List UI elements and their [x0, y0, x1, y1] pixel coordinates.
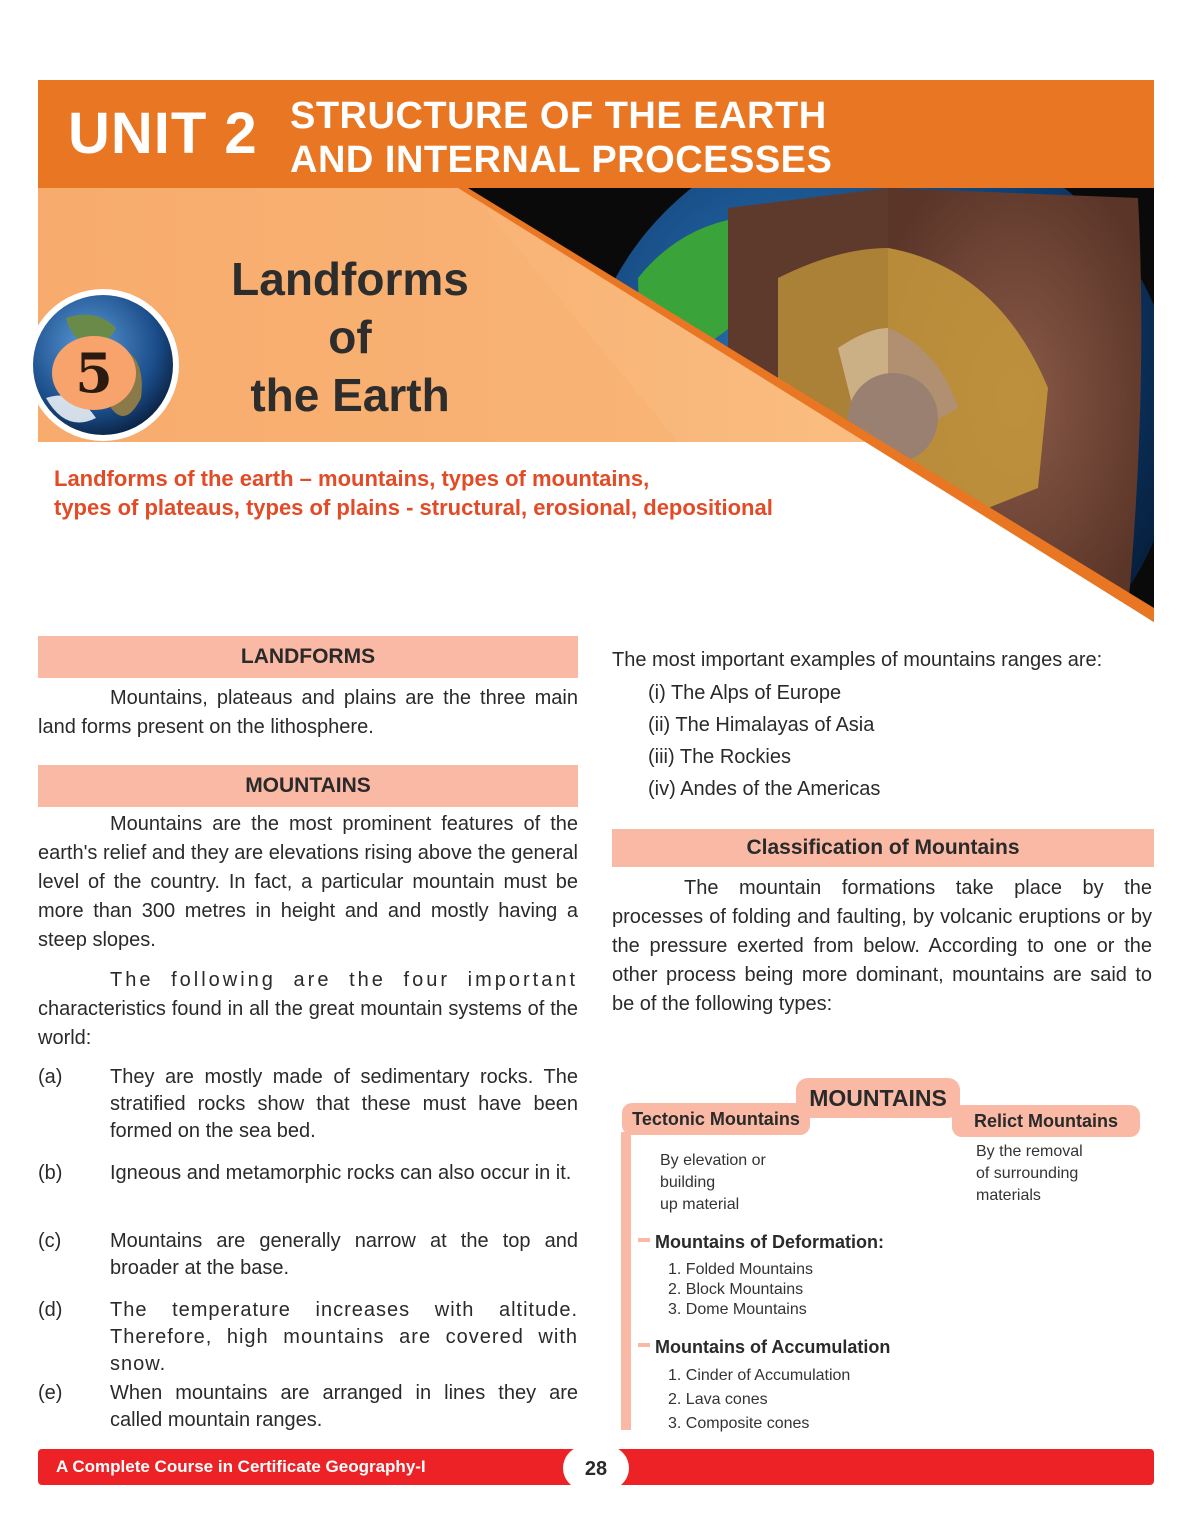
list-text: Mountains are generally narrow at the top and broader at the base. — [110, 1230, 578, 1279]
mountains-heading: MOUNTAINS — [38, 765, 578, 807]
diagram-connector — [621, 1132, 631, 1430]
desc-line: of surrounding — [976, 1165, 1079, 1182]
tectonic-description — [660, 1150, 766, 1216]
accumulation-list — [668, 1364, 850, 1436]
desc-line: up material — [660, 1196, 740, 1213]
example-item: (iii) The Rockies — [648, 746, 791, 768]
desc-line: By elevation or — [660, 1152, 766, 1169]
chapter-topics — [54, 464, 874, 522]
list-text: They are mostly made of sedimentary rocks. The stratified rocks show that these must have been formed on the sea bed. — [110, 1066, 578, 1142]
chapter-title-line2: of — [328, 311, 372, 363]
list-label: (c) — [38, 1230, 62, 1252]
characteristics-intro — [38, 966, 578, 1053]
list-item: 2. Lava cones — [668, 1391, 768, 1408]
chapter-title-line3: the Earth — [250, 369, 450, 421]
diagram-title: MOUNTAINS — [796, 1078, 960, 1118]
tectonic-mountains-box: Tectonic Mountains — [622, 1103, 810, 1135]
topics-line2: types of plateaus, types of plains - structural, erosional, depositional — [54, 495, 773, 520]
deformation-heading: Mountains of Deformation: — [655, 1232, 884, 1252]
classification-heading: Classification of Mountains — [612, 829, 1154, 867]
topics-line1: Landforms of the earth – mountains, types of mountains, — [54, 466, 650, 491]
list-text: Igneous and metamorphic rocks can also occur in it. — [110, 1162, 572, 1184]
list-item: 3. Composite cones — [668, 1415, 810, 1432]
list-item — [38, 1228, 578, 1288]
list-item: 2. Block Mountains — [668, 1281, 804, 1298]
landforms-paragraph: Mountains, plateaus and plains are the three main land forms present on the lithosphere. — [38, 687, 578, 738]
page-number: 28 — [563, 1446, 629, 1490]
unit-label: UNIT 2 — [68, 101, 258, 166]
relict-mountains-box: Relict Mountains — [952, 1105, 1140, 1137]
list-item — [38, 1160, 578, 1220]
mountains-paragraph: Mountains are the most prominent features of the earth's relief and they are elevations rising above the general level of the country. In fact, a particular mountain must be more than 300 metres in height and and mostly having a steep slopes. — [38, 813, 578, 951]
deformation-list — [668, 1260, 813, 1320]
list-text: The temperature increases with altitude. Therefore, high mountains are covered with snow. — [110, 1299, 578, 1375]
list-label: (a) — [38, 1066, 63, 1088]
desc-line: building — [660, 1174, 716, 1191]
unit-title-line2: AND INTERNAL PROCESSES — [290, 139, 833, 181]
list-label: (b) — [38, 1162, 63, 1184]
bullet-icon — [638, 1343, 650, 1347]
example-item: (iv) Andes of the Americas — [648, 778, 881, 800]
classification-paragraph: The mountain formations take place by the processes of folding and faulting, by volcanic eruptions or by the pressure exerted from below. According to one or the other process being more dominant, mountains are said to be of the following types: — [612, 877, 1152, 1015]
list-item — [38, 1380, 578, 1440]
bullet-icon — [638, 1238, 650, 1242]
unit-title — [290, 94, 832, 182]
characteristics-intro-rest: characteristics found in all the great mountain systems of the world: — [38, 998, 578, 1049]
unit-title-line1: STRUCTURE OF THE EARTH — [290, 95, 827, 137]
chapter-title — [200, 250, 500, 424]
list-item: 1. Folded Mountains — [668, 1261, 813, 1278]
desc-line: materials — [976, 1187, 1041, 1204]
desc-line: By the removal — [976, 1143, 1083, 1160]
list-item — [38, 1297, 578, 1377]
chapter-title-line1: Landforms — [231, 253, 469, 305]
list-label: (d) — [38, 1299, 63, 1321]
list-item: 1. Cinder of Accumulation — [668, 1367, 851, 1384]
list-item — [38, 1064, 578, 1154]
relict-description — [976, 1141, 1083, 1207]
accumulation-heading: Mountains of Accumulation — [655, 1337, 891, 1357]
landforms-heading: LANDFORMS — [38, 636, 578, 678]
book-title: A Complete Course in Certificate Geography-I — [56, 1457, 426, 1476]
list-label: (e) — [38, 1382, 63, 1404]
list-text: When mountains are arranged in lines they are called mountain ranges. — [110, 1382, 578, 1431]
example-item: (ii) The Himalayas of Asia — [648, 714, 875, 736]
chapter-number: 5 — [52, 336, 136, 410]
example-item: (i) The Alps of Europe — [648, 682, 842, 704]
examples-intro: The most important examples of mountains ranges are: — [612, 649, 1103, 671]
characteristics-intro-line1: The following are the four important — [110, 969, 578, 991]
list-item: 3. Dome Mountains — [668, 1301, 807, 1318]
